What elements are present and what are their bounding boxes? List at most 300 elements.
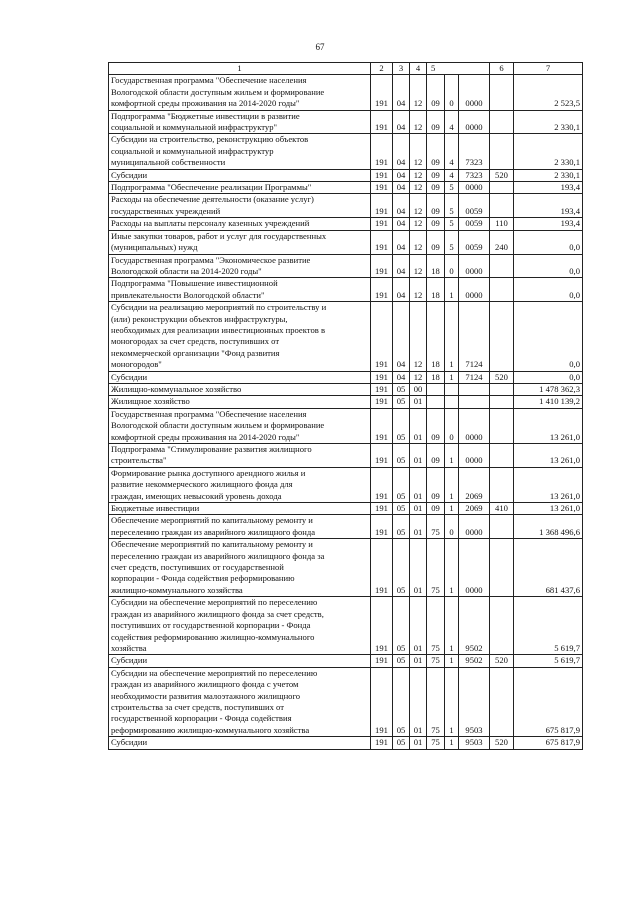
row-name-cell [109, 539, 371, 597]
row-name-line: счет средств, поступивших от государственной [111, 562, 284, 573]
code-column-5a: 75 [427, 539, 445, 597]
code-column-5a: 75 [427, 737, 445, 749]
row-name-line: Субсидии на обеспечение мероприятий по переселению [111, 597, 318, 608]
code-column-3: 05 [393, 539, 410, 597]
header-cell: 2 [371, 63, 393, 75]
code-column-5c: 2069 [459, 503, 490, 515]
amount-cell: 13 261,0 [514, 503, 583, 515]
code-column-2: 191 [371, 667, 393, 736]
amount-cell: 675 817,9 [514, 737, 583, 749]
code-column-6 [490, 539, 514, 597]
row-name-line: Субсидии на реализацию мероприятий по строительству и [111, 302, 327, 313]
code-column-5a: 75 [427, 515, 445, 539]
table-row [109, 737, 583, 749]
row-name-line: граждан, имеющих невысокий уровень дохода [111, 490, 282, 501]
code-column-2: 191 [371, 371, 393, 383]
code-column-5c: 9502 [459, 597, 490, 655]
header-cell: 7 [514, 63, 583, 75]
code-column-3: 05 [393, 515, 410, 539]
code-column-4: 12 [410, 110, 427, 134]
row-name-cell [109, 515, 371, 539]
code-column-5a: 09 [427, 182, 445, 194]
code-column-6 [490, 194, 514, 218]
code-column-5b [445, 383, 459, 395]
page-number: 67 [315, 42, 325, 52]
code-column-5a: 75 [427, 667, 445, 736]
code-column-2: 191 [371, 230, 393, 254]
code-column-3: 04 [393, 194, 410, 218]
row-name-cell [109, 444, 371, 468]
code-column-3: 04 [393, 371, 410, 383]
code-column-5c: 7323 [459, 134, 490, 169]
row-name-line: Вологодской области доступным жильем и формирование [111, 420, 325, 431]
code-column-4: 01 [410, 737, 427, 749]
row-name-cell [109, 408, 371, 443]
code-column-6 [490, 254, 514, 278]
amount-cell: 5 619,7 [514, 597, 583, 655]
row-name-line: переселению граждан из аварийного жилищного фонда за [111, 550, 325, 561]
table-row [109, 75, 583, 110]
code-column-2: 191 [371, 194, 393, 218]
table-row [109, 182, 583, 194]
code-column-5b: 1 [445, 444, 459, 468]
row-name-line: граждан из аварийного жилищного фонда за счет средств, [111, 608, 324, 619]
table-row [109, 515, 583, 539]
code-column-3: 04 [393, 302, 410, 371]
code-column-5c: 2069 [459, 467, 490, 502]
code-column-5c: 0059 [459, 218, 490, 230]
table-row [109, 110, 583, 134]
amount-cell: 0,0 [514, 278, 583, 302]
code-column-2: 191 [371, 408, 393, 443]
header-cell: 6 [490, 63, 514, 75]
code-column-5c: 0000 [459, 110, 490, 134]
row-name-cell [109, 667, 371, 736]
row-name-line: моногородов" [111, 359, 162, 370]
code-column-2: 191 [371, 383, 393, 395]
code-column-3: 04 [393, 230, 410, 254]
code-column-3: 05 [393, 467, 410, 502]
code-column-6 [490, 182, 514, 194]
code-column-5c: 0000 [459, 444, 490, 468]
code-column-5c: 0000 [459, 408, 490, 443]
row-name-line: Государственная программа "Обеспечение населения [111, 408, 307, 419]
code-column-5b: 1 [445, 503, 459, 515]
row-name-line: строительства за счет средств, поступивших от [111, 701, 284, 712]
code-column-5c [459, 383, 490, 395]
table-row [109, 503, 583, 515]
code-column-5c: 9503 [459, 667, 490, 736]
code-column-4: 12 [410, 75, 427, 110]
row-name-cell [109, 230, 371, 254]
row-name-line: Жилищно-коммунальное хозяйство [111, 383, 242, 394]
row-name-line: корпорации - Фонда содействия реформированию [111, 573, 295, 584]
row-name-line: Субсидии [111, 169, 148, 180]
table-row [109, 467, 583, 502]
amount-cell: 1 410 139,2 [514, 396, 583, 408]
row-name-line: (муниципальных) нужд [111, 242, 198, 253]
row-name-cell [109, 75, 371, 110]
row-name-line: реформированию жилищно-коммунального хозяйства [111, 724, 310, 735]
code-column-3: 04 [393, 169, 410, 181]
amount-cell: 2 330,1 [514, 110, 583, 134]
row-name-cell [109, 655, 371, 667]
row-name-line: Субсидии на строительство, реконструкцию объектов [111, 134, 309, 145]
code-column-5b [445, 396, 459, 408]
code-column-5b: 0 [445, 408, 459, 443]
code-column-5b: 4 [445, 134, 459, 169]
code-column-2: 191 [371, 278, 393, 302]
amount-cell: 0,0 [514, 254, 583, 278]
code-column-4: 12 [410, 278, 427, 302]
code-column-5a: 09 [427, 75, 445, 110]
amount-cell: 675 817,9 [514, 667, 583, 736]
row-name-line: Субсидии [111, 737, 148, 748]
row-name-cell [109, 110, 371, 134]
row-name-cell [109, 134, 371, 169]
row-name-line: социальной и коммунальной инфраструктур" [111, 122, 278, 133]
code-column-4: 01 [410, 539, 427, 597]
code-column-6 [490, 667, 514, 736]
code-column-5a: 09 [427, 408, 445, 443]
code-column-4: 01 [410, 444, 427, 468]
table-row [109, 444, 583, 468]
row-name-cell [109, 503, 371, 515]
row-name-line: Вологодской области доступным жильем и формирование [111, 86, 325, 97]
row-name-line: (или) реконструкции объектов инфраструктуры, [111, 313, 288, 324]
amount-cell: 681 437,6 [514, 539, 583, 597]
code-column-5c: 9503 [459, 737, 490, 749]
code-column-2: 191 [371, 182, 393, 194]
code-column-6: 520 [490, 737, 514, 749]
code-column-4: 01 [410, 667, 427, 736]
code-column-3: 05 [393, 444, 410, 468]
code-column-4: 12 [410, 169, 427, 181]
amount-cell: 2 523,5 [514, 75, 583, 110]
table-row [109, 408, 583, 443]
row-name-cell [109, 371, 371, 383]
header-cell: 5 [427, 63, 490, 75]
code-column-2: 191 [371, 467, 393, 502]
header-cell: 3 [393, 63, 410, 75]
amount-cell: 1 368 496,6 [514, 515, 583, 539]
row-name-cell [109, 254, 371, 278]
code-column-5a: 75 [427, 597, 445, 655]
code-column-2: 191 [371, 396, 393, 408]
table-row [109, 667, 583, 736]
code-column-6 [490, 515, 514, 539]
code-column-4: 12 [410, 182, 427, 194]
code-column-5a: 09 [427, 444, 445, 468]
table-row [109, 539, 583, 597]
code-column-2: 191 [371, 254, 393, 278]
code-column-5b: 1 [445, 302, 459, 371]
code-column-3: 05 [393, 396, 410, 408]
row-name-line: привлекательности Вологодской области" [111, 289, 265, 300]
amount-cell: 0,0 [514, 230, 583, 254]
code-column-6 [490, 134, 514, 169]
row-name-line: моногородах за счет средств, поступивших от [111, 336, 280, 347]
table-row [109, 655, 583, 667]
code-column-3: 05 [393, 503, 410, 515]
row-name-line: Субсидии [111, 655, 148, 666]
code-column-5c: 0000 [459, 75, 490, 110]
code-column-5a: 09 [427, 194, 445, 218]
code-column-2: 191 [371, 444, 393, 468]
row-name-line: комфортной среды проживания на 2014-2020 годы" [111, 431, 300, 442]
code-column-6 [490, 278, 514, 302]
code-column-2: 191 [371, 169, 393, 181]
table-header-row [109, 63, 583, 75]
row-name-line: граждан из аварийного жилищного фонда с учетом [111, 679, 299, 690]
code-column-4: 01 [410, 515, 427, 539]
code-column-2: 191 [371, 597, 393, 655]
code-column-5b: 0 [445, 254, 459, 278]
code-column-2: 191 [371, 539, 393, 597]
code-column-5c: 0000 [459, 539, 490, 597]
code-column-5c: 0000 [459, 254, 490, 278]
amount-cell: 193,4 [514, 194, 583, 218]
row-name-line: Расходы на обеспечение деятельности (оказание услуг) [111, 194, 314, 205]
amount-cell: 13 261,0 [514, 467, 583, 502]
code-column-6: 520 [490, 169, 514, 181]
code-column-4: 12 [410, 134, 427, 169]
code-column-5b: 1 [445, 371, 459, 383]
code-column-2: 191 [371, 302, 393, 371]
row-name-cell [109, 194, 371, 218]
code-column-3: 04 [393, 75, 410, 110]
code-column-5a: 09 [427, 467, 445, 502]
row-name-line: Жилищное хозяйство [111, 396, 190, 407]
amount-cell: 5 619,7 [514, 655, 583, 667]
row-name-line: Подпрограмма "Повышение инвестиционной [111, 278, 278, 289]
table-row [109, 230, 583, 254]
row-name-line: Расходы на выплаты персоналу казенных учреждений [111, 218, 310, 229]
table-row [109, 597, 583, 655]
code-column-6: 410 [490, 503, 514, 515]
code-column-5c: 7124 [459, 371, 490, 383]
code-column-6: 110 [490, 218, 514, 230]
row-name-cell [109, 218, 371, 230]
row-name-line: Субсидии [111, 371, 148, 382]
code-column-5b: 1 [445, 597, 459, 655]
amount-cell: 193,4 [514, 182, 583, 194]
code-column-3: 04 [393, 182, 410, 194]
code-column-6 [490, 110, 514, 134]
code-column-5b: 1 [445, 467, 459, 502]
code-column-5c: 0000 [459, 515, 490, 539]
code-column-5a: 09 [427, 218, 445, 230]
code-column-3: 04 [393, 278, 410, 302]
code-column-2: 191 [371, 515, 393, 539]
row-name-cell [109, 737, 371, 749]
code-column-5b: 5 [445, 230, 459, 254]
code-column-2: 191 [371, 737, 393, 749]
table-row [109, 194, 583, 218]
code-column-5b: 4 [445, 169, 459, 181]
code-column-5a: 09 [427, 503, 445, 515]
row-name-line: комфортной среды проживания на 2014-2020 годы" [111, 98, 300, 109]
code-column-5a: 18 [427, 371, 445, 383]
code-column-4: 01 [410, 597, 427, 655]
code-column-4: 12 [410, 302, 427, 371]
code-column-5c: 0000 [459, 278, 490, 302]
table-row [109, 383, 583, 395]
code-column-3: 05 [393, 667, 410, 736]
table-row [109, 302, 583, 371]
table-row [109, 396, 583, 408]
code-column-3: 04 [393, 134, 410, 169]
row-name-line: государственной корпорации - Фонда содействия [111, 713, 292, 724]
amount-cell: 2 330,1 [514, 134, 583, 169]
code-column-3: 05 [393, 737, 410, 749]
code-column-5b: 1 [445, 667, 459, 736]
row-name-line: Бюджетные инвестиции [111, 503, 200, 514]
table-row [109, 169, 583, 181]
code-column-2: 191 [371, 134, 393, 169]
row-name-line: переселению граждан из аварийного жилищного фонда [111, 526, 316, 537]
code-column-5b: 1 [445, 737, 459, 749]
row-name-line: строительства" [111, 455, 167, 466]
row-name-line: необходимых для реализации инвестиционных проектов в [111, 324, 326, 335]
code-column-3: 04 [393, 110, 410, 134]
header-cell: 1 [109, 63, 371, 75]
row-name-line: Обеспечение мероприятий по капитальному ремонту и [111, 515, 313, 526]
row-name-line: муниципальной собственности [111, 157, 226, 168]
code-column-4: 12 [410, 371, 427, 383]
code-column-5b: 5 [445, 194, 459, 218]
code-column-5c: 0000 [459, 182, 490, 194]
code-column-5a: 09 [427, 169, 445, 181]
header-cell: 4 [410, 63, 427, 75]
code-column-4: 12 [410, 194, 427, 218]
table-row [109, 278, 583, 302]
row-name-cell [109, 278, 371, 302]
code-column-2: 191 [371, 75, 393, 110]
table-row [109, 218, 583, 230]
row-name-line: социальной и коммунальной инфраструктур [111, 145, 274, 156]
code-column-4: 01 [410, 396, 427, 408]
code-column-5b: 1 [445, 278, 459, 302]
row-name-line: Подпрограмма "Обеспечение реализации Программы" [111, 182, 312, 193]
budget-table [108, 62, 583, 750]
code-column-6 [490, 597, 514, 655]
row-name-line: поступивших от государственной корпорации - Фонда [111, 620, 311, 631]
row-name-line: Обеспечение мероприятий по капитальному ремонту и [111, 539, 313, 550]
code-column-5a: 18 [427, 302, 445, 371]
amount-cell: 1 478 362,3 [514, 383, 583, 395]
row-name-cell [109, 597, 371, 655]
code-column-5b: 0 [445, 515, 459, 539]
code-column-3: 04 [393, 218, 410, 230]
code-column-5b: 5 [445, 218, 459, 230]
code-column-5a: 18 [427, 254, 445, 278]
code-column-5c: 7124 [459, 302, 490, 371]
code-column-5c: 7323 [459, 169, 490, 181]
code-column-4: 01 [410, 467, 427, 502]
code-column-6 [490, 444, 514, 468]
code-column-2: 191 [371, 218, 393, 230]
code-column-5b: 0 [445, 75, 459, 110]
code-column-4: 12 [410, 230, 427, 254]
row-name-line: Иные закупки товаров, работ и услуг для государственных [111, 230, 327, 241]
code-column-4: 01 [410, 408, 427, 443]
row-name-line: Государственная программа "Обеспечение населения [111, 75, 307, 86]
code-column-2: 191 [371, 110, 393, 134]
code-column-5c: 0059 [459, 194, 490, 218]
code-column-6: 520 [490, 655, 514, 667]
row-name-line: государственных учреждений [111, 205, 221, 216]
row-name-line: хозяйства [111, 642, 147, 653]
row-name-line: содействия реформированию жилищно-коммунального [111, 631, 315, 642]
code-column-4: 01 [410, 503, 427, 515]
row-name-cell [109, 383, 371, 395]
code-column-3: 05 [393, 597, 410, 655]
row-name-line: развитие некоммерческого жилищного фонда для [111, 479, 293, 490]
row-name-cell [109, 302, 371, 371]
code-column-3: 05 [393, 655, 410, 667]
table-body [109, 75, 583, 749]
code-column-6 [490, 383, 514, 395]
code-column-6 [490, 302, 514, 371]
row-name-cell [109, 467, 371, 502]
code-column-6 [490, 467, 514, 502]
row-name-line: Вологодской области на 2014-2020 годы" [111, 265, 262, 276]
code-column-5a [427, 396, 445, 408]
amount-cell: 13 261,0 [514, 444, 583, 468]
row-name-line: Подпрограмма "Бюджетные инвестиции в развитие [111, 110, 300, 121]
code-column-6 [490, 75, 514, 110]
code-column-5a [427, 383, 445, 395]
code-column-3: 05 [393, 383, 410, 395]
code-column-5c [459, 396, 490, 408]
row-name-line: Государственная программа "Экономическое развитие [111, 254, 311, 265]
code-column-5c: 9502 [459, 655, 490, 667]
code-column-5b: 1 [445, 655, 459, 667]
code-column-5b: 5 [445, 182, 459, 194]
amount-cell: 13 261,0 [514, 408, 583, 443]
code-column-4: 12 [410, 254, 427, 278]
table-row [109, 254, 583, 278]
code-column-5b: 4 [445, 110, 459, 134]
table-row [109, 134, 583, 169]
code-column-4: 12 [410, 218, 427, 230]
code-column-6 [490, 396, 514, 408]
code-column-3: 05 [393, 408, 410, 443]
code-column-2: 191 [371, 503, 393, 515]
code-column-5a: 09 [427, 230, 445, 254]
code-column-4: 01 [410, 655, 427, 667]
code-column-6 [490, 408, 514, 443]
code-column-5a: 75 [427, 655, 445, 667]
row-name-cell [109, 169, 371, 181]
row-name-line: жилищно-коммунального хозяйства [111, 584, 243, 595]
row-name-cell [109, 396, 371, 408]
code-column-4: 00 [410, 383, 427, 395]
amount-cell: 0,0 [514, 371, 583, 383]
code-column-5a: 09 [427, 134, 445, 169]
code-column-6: 240 [490, 230, 514, 254]
code-column-5a: 09 [427, 110, 445, 134]
code-column-5b: 1 [445, 539, 459, 597]
row-name-line: необходимости развития малоэтажного жилищного [111, 690, 301, 701]
row-name-cell [109, 182, 371, 194]
code-column-5c: 0059 [459, 230, 490, 254]
row-name-line: некоммерческой организации "Фонд развития [111, 347, 280, 358]
amount-cell: 193,4 [514, 218, 583, 230]
amount-cell: 0,0 [514, 302, 583, 371]
table-row [109, 371, 583, 383]
